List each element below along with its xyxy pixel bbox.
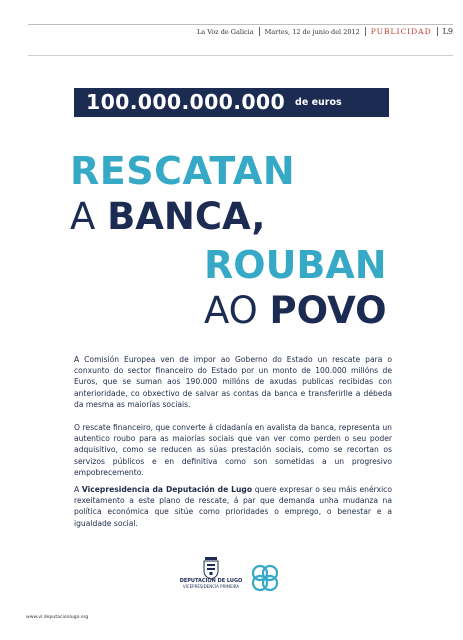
headline-line-4	[204, 289, 387, 332]
newspaper-name: La Voz de Galicia	[196, 27, 254, 36]
body-paragraph-2: O rescate financeiro, que converte á cidadanía en avalista da banca, representa un autentico roubo para as maiorías sociais que van ver como perden o seu poder adquisitivo, como se reducen as súas prestación sociais, como se recortan os servizos públicos e en definitiva como son sometidas a un progresivo empobrecemento.	[74, 423, 392, 477]
header-rule	[28, 55, 453, 56]
body-paragraph-3-bold: Vicepresidencia da Deputación de Lugo	[81, 485, 253, 494]
body-paragraph-3-rest: quere expresar o seu máis enérxico rexeitamento a este plano de rescate, á par que demanda unha mudanza na política económica que sitúe como prioridades o emprego, o benestar e a igualdade social.	[74, 485, 392, 528]
header-separator	[259, 27, 260, 36]
vicepresidencia-logo-icon	[250, 563, 280, 593]
headline-line-4-bold: POVO	[269, 289, 387, 332]
headline-line-2-prefix: A	[70, 195, 108, 238]
body-paragraph-3-prefix: A	[74, 485, 82, 494]
org-name-main: DEPUTACIÓN DE LUGO	[179, 578, 243, 584]
amount-banner	[74, 88, 389, 117]
headline-line-1: RESCATAN	[70, 149, 296, 193]
body-paragraph-3	[74, 484, 392, 529]
deputacion-crest-icon	[184, 556, 238, 596]
header-info	[197, 27, 453, 36]
header-separator	[365, 27, 366, 36]
header-separator	[437, 27, 438, 36]
amount-unit: de euros	[295, 97, 342, 108]
section-label: PUBLICIDAD	[370, 27, 432, 36]
footer-url: www.vl.deputacionlugo.org	[26, 615, 89, 620]
amount-number: 100.000.000.000	[86, 90, 286, 114]
headline-line-4-prefix: AO	[204, 289, 270, 332]
page-header	[28, 24, 453, 39]
page-number: L9	[442, 27, 453, 36]
headline-line-2	[70, 195, 266, 238]
org-name	[176, 578, 246, 590]
body-paragraph-1: A Comisión Europea ven de impor ao Goberno do Estado un rescate para o conxunto do sector financeiro do Estado por un monto de 100.000 millóns de Euros, que se suman aos 190.000 millóns de axudas publicas recibidas con anterioridade, co obxectivo de salvar as contas da banca e transferirlle a débeda da mesma as maiorías sociais.	[74, 355, 392, 409]
headline-line-3: ROUBAN	[204, 243, 387, 287]
publication-date: Martes, 12 de junio del 2012	[264, 27, 360, 36]
org-name-sub: VICEPRESIDENCIA PRIMEIRA	[182, 584, 240, 589]
headline-line-2-bold: BANCA,	[107, 195, 266, 238]
